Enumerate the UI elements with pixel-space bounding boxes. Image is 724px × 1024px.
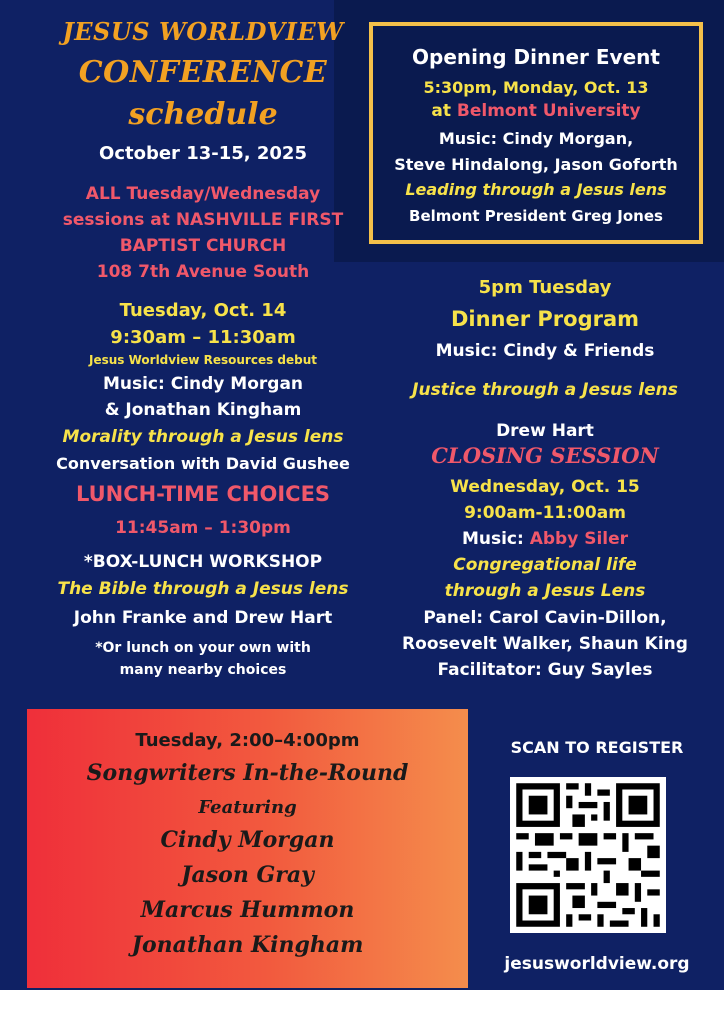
tuesday-music-2: & Jonathan Kingham (104, 400, 302, 420)
panel-line-2: Roosevelt Walker, Shaun King (402, 634, 688, 654)
songwriters-box (27, 709, 468, 988)
morality-theme: Morality through a Jesus lens (62, 427, 344, 447)
lunch-note-1: *Or lunch on your own with (95, 640, 311, 656)
songwriters-title: Songwriters In-the-Round (86, 760, 409, 786)
closing-day: Wednesday, Oct. 15 (450, 477, 640, 497)
lunch-heading: LUNCH-TIME CHOICES (75, 482, 331, 506)
belmont-location: Belmont University (456, 101, 641, 121)
conversation-gushee: Conversation with David Gushee (56, 454, 350, 473)
venue-line-2: sessions at NASHVILLE FIRST (62, 210, 344, 230)
abby-siler: Abby Siler (529, 529, 629, 549)
artist-3: Marcus Hummon (140, 897, 355, 923)
lunch-time: 11:45am – 1:30pm (115, 518, 291, 538)
opening-dinner-title: Opening Dinner Event (412, 45, 660, 69)
congregational-theme-1: Congregational life (453, 555, 637, 575)
justice-theme: Justice through a Jesus lens (412, 380, 678, 400)
qr-code[interactable] (510, 777, 666, 933)
scan-to-register: SCAN TO REGISTER (510, 738, 684, 757)
bible-theme: The Bible through a Jesus lens (57, 579, 349, 599)
artist-1: Cindy Morgan (160, 827, 335, 853)
closing-time: 9:00am-11:00am (464, 503, 626, 523)
leading-theme: Leading through a Jesus lens (405, 180, 667, 199)
box-lunch-workshop: *BOX-LUNCH WORKSHOP (83, 552, 323, 572)
congregational-theme-2: through a Jesus Lens (444, 581, 646, 601)
tuesday-time: 9:30am – 11:30am (110, 327, 296, 348)
opening-music-1: Music: Cindy Morgan, (438, 129, 634, 148)
closing-music-line (380, 530, 710, 550)
opening-music-2: Steve Hindalong, Jason Goforth (394, 155, 678, 174)
dinner-music: Music: Cindy & Friends (435, 341, 655, 361)
panel-line-1: Panel: Carol Cavin-Dillon, (423, 608, 667, 628)
lunch-note-2: many nearby choices (119, 662, 287, 678)
closing-session-heading: CLOSING SESSION (431, 443, 659, 468)
opening-dinner-location-line (373, 102, 699, 122)
tuesday-dinner-time: 5pm Tuesday (478, 277, 612, 298)
artist-4: Jonathan Kingham (131, 932, 364, 958)
title-line-2: CONFERENCE (78, 55, 328, 90)
featuring-label: Featuring (198, 797, 297, 818)
belmont-president: Belmont President Greg Jones (409, 207, 663, 225)
resources-debut: Jesus Worldview Resources debut (88, 353, 318, 367)
tuesday-music-1: Music: Cindy Morgan (102, 374, 304, 394)
venue-address: 108 7th Avenue South (96, 262, 310, 282)
conference-dates: October 13-15, 2025 (99, 143, 307, 164)
at-prefix: at (431, 101, 457, 121)
workshop-leaders: John Franke and Drew Hart (73, 608, 333, 628)
opening-dinner-box (369, 22, 703, 244)
dinner-program-title: Dinner Program (450, 307, 640, 331)
bottom-margin (0, 990, 724, 1024)
opening-dinner-time: 5:30pm, Monday, Oct. 13 (423, 78, 649, 97)
left-column (28, 0, 378, 700)
songwriters-time: Tuesday, 2:00–4:00pm (135, 730, 360, 751)
right-column (380, 262, 710, 702)
register-area (470, 709, 724, 990)
artist-2: Jason Gray (181, 862, 314, 888)
qr-code-icon (510, 777, 666, 933)
facilitator: Facilitator: Guy Sayles (437, 660, 653, 680)
closing-music-prefix: Music: (461, 529, 530, 549)
venue-line-3: BAPTIST CHURCH (119, 236, 287, 256)
website-link[interactable]: jesusworldview.org (504, 954, 690, 974)
venue-line-1: ALL Tuesday/Wednesday (85, 184, 321, 204)
tuesday-day: Tuesday, Oct. 14 (119, 300, 287, 321)
drew-hart: Drew Hart (496, 421, 594, 441)
title-line-3: schedule (128, 97, 278, 132)
title-line-1: JESUS WORLDVIEW (62, 17, 344, 46)
